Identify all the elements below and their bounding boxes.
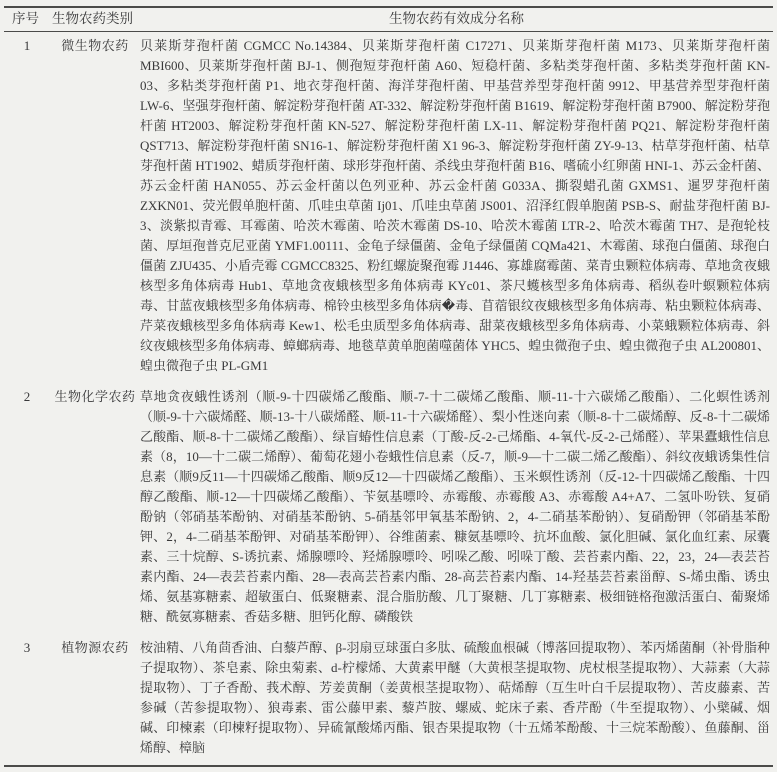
table-row (4, 634, 773, 766)
cell-serial-number: 2 (23, 389, 31, 404)
header-pesticide-category: 生物农药类别 (50, 7, 140, 32)
header-serial-number: 序号 (4, 7, 50, 32)
cell-category: 植物源农药 (61, 640, 129, 655)
header-active-ingredient-names: 生物农药有效成分名称 (140, 7, 773, 32)
cell-ingredients: 草地贪夜蛾性诱剂（顺-9-十四碳烯乙酸酯、顺-7-十二碳烯乙酸酯、顺-11-十六碳烯乙酸酯）、二化螟性诱剂（顺-9-十六碳烯醛、顺-13-十八碳烯醛、顺-11-十六碳烯醛）、梨小性迷向素（顺-8-十二碳烯醇、反-8-十二碳烯乙酸酯、顺-8-十二碳烯乙酸酯）、绿盲蝽性信息素（丁酸-反-2-己烯酯、4-氧代-反-2-己烯醛）、苹果蠹蛾性信息素（8，10—十二碳二烯醇）、葡萄花翅小卷蛾性信息素（反-7，顺-9—十二碳二烯乙酸酯）、斜纹夜蛾诱集性信息素（顺9反11—十四碳烯乙酸酯、顺9反12—十四碳烯乙酸酯）、玉米螟性诱剂（反-12-十四碳烯乙酸酯、十四醇乙酸酯、顺-12—十四碳烯乙酸酯）、苄氨基嘌呤、赤霉酸、赤霉酸 A3、赤霉酸 A4+A7、二氢卟吩铁、复硝酚钠（邻硝基苯酚钠、对硝基苯酚钠、5-硝基邻甲氧基苯酚钠、2，4-二硝基苯酚钠）、复硝酚钾（邻硝基苯酚钾、2，4-二硝基苯酚钾、对硝基苯酚钾）、谷维菌素、糠氨基嘌呤、抗坏血酸、氯化胆碱、氯化血红素、尿囊素、三十烷醇、S-诱抗素、烯腺嘌呤、羟烯腺嘌呤、吲哚乙酸、吲哚丁酸、芸苔素内酯、22，23，24—表芸苔素内酯、24—表芸苔素内酯、28—表高芸苔素内酯、28-高芸苔素内酯、14-羟基芸苔素甾醇、S-烯虫酯、诱虫烯、氨基寡糖素、超敏蛋白、低聚糖素、混合脂肪酸、几丁聚糖、几丁寡糖素、极细链格孢激活蛋白、葡聚烯糖、酰氨寡糖素、香菇多糖、胆钙化醇、磷酸铁 (140, 389, 770, 624)
cell-category: 生物化学农药 (54, 389, 136, 404)
table-row (4, 32, 773, 384)
cell-ingredients: 贝莱斯芽孢杆菌 CGMCC No.14384、贝莱斯芽孢杆菌 C17271、贝莱斯芽孢杆菌 M173、贝莱斯芽孢杆菌 MBI600、贝莱斯芽孢杆菌 BJ-1、侧孢短芽孢杆菌 A60、短稳杆菌、多粘类芽孢杆菌、多粘类芽孢杆菌 KN-03、多粘类芽孢杆菌 P1、地衣芽孢杆菌、海洋芽孢杆菌、甲基营养型芽孢杆菌 9912、甲基营养型芽孢杆菌 LW-6、坚强芽孢杆菌、解淀粉芽孢杆菌 AT-332、解淀粉芽孢杆菌 B1619、解淀粉芽孢杆菌 B7900、解淀粉芽孢杆菌 HT2003、解淀粉芽孢杆菌 KN-527、解淀粉芽孢杆菌 LX-11、解淀粉芽孢杆菌 PQ21、解淀粉芽孢杆菌 QST713、解淀粉芽孢杆菌 SN16-1、解淀粉芽孢杆菌 X1 96-3、解淀粉芽孢杆菌 ZY-9-13、枯草芽孢杆菌、枯草芽孢杆菌 HT1902、蜡质芽孢杆菌、球形芽孢杆菌、杀线虫芽孢杆菌 B16、嗜硫小红卵菌 HNI-1、苏云金杆菌、苏云金杆菌 HAN055、苏云金杆菌以色列亚种、苏云金杆菌 G033A、撕裂蜡孔菌 GXMS1、暹罗芽孢杆菌 ZXKN01、荧光假单胞杆菌、爪哇虫草菌 Ij01、爪哇虫草菌 JS001、沼泽红假单胞菌 PSB-S、耐盐芽孢杆菌 BJ-3、淡紫拟青霉、耳霉菌、哈茨木霉菌、哈茨木霉菌 DS-10、哈茨木霉菌 LTR-2、哈茨木霉菌 TH7、是孢轮枝菌、厚垣孢普克尼亚菌 YMF1.00111、金龟子绿僵菌、金龟子绿僵菌 CQMa421、木霉菌、球孢白僵菌、球孢白僵菌 ZJU435、小盾壳霉 CGMCC8325、粉红螺旋聚孢霉 J1446、寡雄腐霉菌、菜青虫颗粒体病毒、草地贪夜蛾核型多角体病毒 Hub1、草地贪夜蛾核型多角体病毒 KYc01、茶尺蠖核型多角体病毒、稻纵卷叶螟颗粒体病毒、甘蓝夜蛾核型多角体病毒、棉铃虫核型多角体病�毒、苜蓿银纹夜蛾核型多角体病毒、粘虫颗粒体病毒、芹菜夜蛾核型多角体病毒 Kew1、松毛虫质型多角体病毒、甜菜夜蛾核型多角体病毒、小菜蛾颗粒体病毒、斜纹夜蛾核型多角体病毒、蟑螂病毒、地毯草黄单胞菌噬菌体 YHC5、蝗虫微孢子虫、蝗虫微孢子虫 AL200801、蝗虫微孢子虫 PL-GM1 (140, 38, 770, 373)
cell-serial-number: 1 (23, 38, 31, 53)
cell-category: 微生物农药 (61, 38, 129, 53)
table-row (4, 383, 773, 634)
cell-ingredients: 桉油精、八角茴香油、白藜芦醇、β-羽扇豆球蛋白多肽、硫酸血根碱（博落回提取物）、苯丙烯菌酮（补骨脂种子提取物）、茶皂素、除虫菊素、d-柠檬烯、大黄素甲醚（大黄根茎提取物、虎杖根茎提取物）、大蒜素（大蒜提取物）、丁子香酚、莪术醇、芳姜黄酮（姜黄根茎提取物）、萜烯醇（互生叶白千层提取物）、苦皮藤素、苦参碱（苦参提取物）、狼毒素、雷公藤甲素、藜芦胺、螺威、蛇床子素、香芹酚（牛至提取物）、小檗碱、烟碱、印楝素（印楝籽提取物）、异硫氰酸烯丙酯、银杏果提取物（十五烯苯酚酸、十三烷苯酚酸）、鱼藤酮、甾烯醇、樟脑 (140, 640, 770, 755)
cell-serial-number: 3 (23, 640, 31, 655)
pesticide-ingredients-table (4, 6, 773, 767)
table-header-row (4, 7, 773, 32)
